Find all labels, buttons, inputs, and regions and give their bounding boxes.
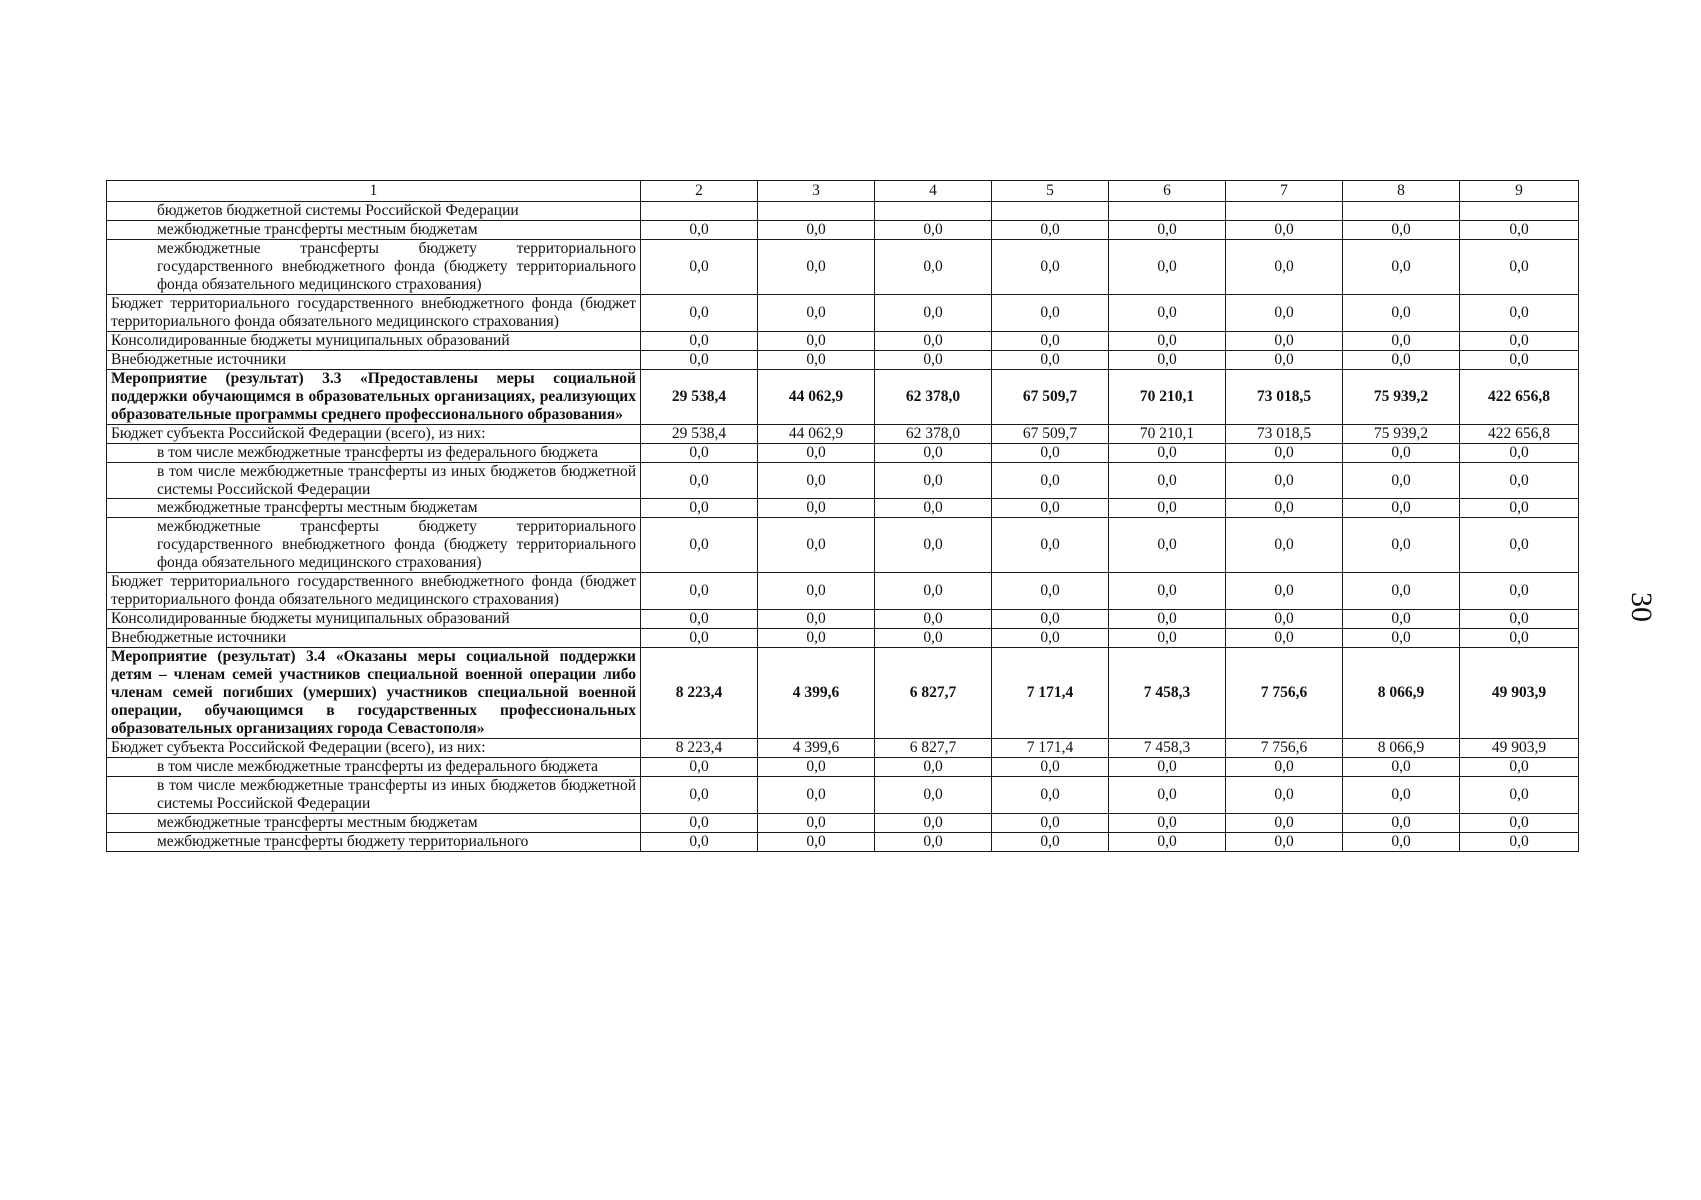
value-cell: 0,0 <box>1460 813 1579 832</box>
value-cell: 0,0 <box>758 239 875 294</box>
value-cell: 0,0 <box>758 331 875 350</box>
table-row <box>107 813 1579 832</box>
value-cell: 0,0 <box>992 629 1109 648</box>
value-cell: 0,0 <box>1343 443 1460 462</box>
value-cell: 0,0 <box>1460 331 1579 350</box>
value-cell: 0,0 <box>1460 518 1579 573</box>
value-cell: 0,0 <box>875 239 992 294</box>
value-cell: 0,0 <box>992 777 1109 814</box>
value-cell: 7 171,4 <box>992 739 1109 758</box>
table-row <box>107 201 1579 220</box>
value-cell: 67 509,7 <box>992 424 1109 443</box>
value-cell: 0,0 <box>758 629 875 648</box>
value-cell: 4 399,6 <box>758 739 875 758</box>
header-cell: 2 <box>641 181 758 202</box>
value-cell: 0,0 <box>758 777 875 814</box>
value-cell: 422 656,8 <box>1460 369 1579 424</box>
value-cell: 0,0 <box>992 239 1109 294</box>
value-cell: 7 756,6 <box>1226 648 1343 739</box>
table-row <box>107 610 1579 629</box>
header-cell: 6 <box>1109 181 1226 202</box>
value-cell: 0,0 <box>641 629 758 648</box>
value-cell: 0,0 <box>875 758 992 777</box>
value-cell: 7 756,6 <box>1226 739 1343 758</box>
value-cell: 0,0 <box>641 813 758 832</box>
value-cell: 0,0 <box>1226 462 1343 499</box>
value-cell: 0,0 <box>1460 350 1579 369</box>
row-label: Бюджет субъекта Российской Федерации (всего), из них: <box>107 739 641 758</box>
table-row <box>107 331 1579 350</box>
table-row <box>107 443 1579 462</box>
value-cell: 0,0 <box>641 758 758 777</box>
value-cell: 0,0 <box>1109 331 1226 350</box>
value-cell: 0,0 <box>641 239 758 294</box>
value-cell: 0,0 <box>992 832 1109 851</box>
row-label: Мероприятие (результат) 3.4 «Оказаны меры социальной поддержки детям – членам семей участников специальной военной операции либо членам семей погибших (умерших) участников специальной военной операции, обучающимся в государственных профессиональных образовательных организациях города Севастополя» <box>107 648 641 739</box>
value-cell: 0,0 <box>1460 610 1579 629</box>
value-cell: 0,0 <box>1460 573 1579 610</box>
value-cell: 0,0 <box>641 499 758 518</box>
row-label: межбюджетные трансферты местным бюджетам <box>107 499 641 518</box>
value-cell: 0,0 <box>1109 573 1226 610</box>
value-cell: 62 378,0 <box>875 369 992 424</box>
value-cell: 0,0 <box>1460 220 1579 239</box>
row-label: межбюджетные трансферты бюджету территориального <box>107 832 641 851</box>
value-cell: 0,0 <box>1226 758 1343 777</box>
value-cell: 0,0 <box>992 813 1109 832</box>
value-cell: 0,0 <box>1460 777 1579 814</box>
value-cell: 0,0 <box>1460 294 1579 331</box>
value-cell: 0,0 <box>875 813 992 832</box>
value-cell: 0,0 <box>1226 294 1343 331</box>
table-row <box>107 648 1579 739</box>
value-cell: 7 458,3 <box>1109 739 1226 758</box>
row-label: Мероприятие (результат) 3.3 «Предоставлены меры социальной поддержки обучающимся в образовательных организациях, реализующих образовательные программы среднего профессионального образования» <box>107 369 641 424</box>
value-cell: 0,0 <box>992 443 1109 462</box>
value-cell: 0,0 <box>1226 443 1343 462</box>
value-cell: 67 509,7 <box>992 369 1109 424</box>
value-cell: 0,0 <box>992 331 1109 350</box>
value-cell: 0,0 <box>758 518 875 573</box>
value-cell: 0,0 <box>1226 573 1343 610</box>
value-cell: 0,0 <box>1460 758 1579 777</box>
value-cell: 0,0 <box>641 220 758 239</box>
value-cell: 0,0 <box>758 832 875 851</box>
value-cell <box>875 201 992 220</box>
value-cell: 0,0 <box>758 758 875 777</box>
value-cell: 0,0 <box>1343 813 1460 832</box>
value-cell: 0,0 <box>1226 499 1343 518</box>
value-cell: 0,0 <box>1226 629 1343 648</box>
table-row <box>107 369 1579 424</box>
value-cell: 0,0 <box>992 610 1109 629</box>
value-cell: 0,0 <box>641 573 758 610</box>
value-cell: 0,0 <box>641 518 758 573</box>
value-cell: 44 062,9 <box>758 424 875 443</box>
value-cell: 4 399,6 <box>758 648 875 739</box>
value-cell: 0,0 <box>875 220 992 239</box>
value-cell: 49 903,9 <box>1460 648 1579 739</box>
table-row <box>107 832 1579 851</box>
table-row <box>107 424 1579 443</box>
header-row <box>107 181 1579 202</box>
value-cell: 0,0 <box>1343 350 1460 369</box>
row-label: Бюджет территориального государственного внебюджетного фонда (бюджет территориального фонда обязательного медицинского страхования) <box>107 573 641 610</box>
table-row <box>107 739 1579 758</box>
row-label: Консолидированные бюджеты муниципальных образований <box>107 331 641 350</box>
value-cell: 0,0 <box>1109 220 1226 239</box>
value-cell: 0,0 <box>1460 629 1579 648</box>
row-label: бюджетов бюджетной системы Российской Федерации <box>107 201 641 220</box>
row-label: в том числе межбюджетные трансферты из иных бюджетов бюджетной системы Российской Федерации <box>107 462 641 499</box>
value-cell: 44 062,9 <box>758 369 875 424</box>
value-cell: 0,0 <box>875 462 992 499</box>
value-cell: 0,0 <box>875 777 992 814</box>
value-cell: 0,0 <box>758 462 875 499</box>
value-cell: 6 827,7 <box>875 739 992 758</box>
value-cell: 0,0 <box>758 499 875 518</box>
header-cell: 3 <box>758 181 875 202</box>
value-cell: 0,0 <box>1343 573 1460 610</box>
value-cell: 0,0 <box>1343 832 1460 851</box>
row-label: Бюджет субъекта Российской Федерации (всего), из них: <box>107 424 641 443</box>
header-cell: 1 <box>107 181 641 202</box>
value-cell: 29 538,4 <box>641 424 758 443</box>
value-cell: 0,0 <box>1343 610 1460 629</box>
row-label: Внебюджетные источники <box>107 629 641 648</box>
value-cell: 0,0 <box>758 573 875 610</box>
value-cell: 422 656,8 <box>1460 424 1579 443</box>
value-cell: 7 458,3 <box>1109 648 1226 739</box>
value-cell: 0,0 <box>1109 629 1226 648</box>
table-body <box>107 201 1579 851</box>
row-label: в том числе межбюджетные трансферты из иных бюджетов бюджетной системы Российской Федерации <box>107 777 641 814</box>
table-row <box>107 629 1579 648</box>
value-cell: 0,0 <box>992 294 1109 331</box>
value-cell: 0,0 <box>1343 220 1460 239</box>
value-cell: 0,0 <box>1109 832 1226 851</box>
value-cell: 0,0 <box>1109 499 1226 518</box>
value-cell: 0,0 <box>641 294 758 331</box>
value-cell: 8 223,4 <box>641 648 758 739</box>
row-label: межбюджетные трансферты местным бюджетам <box>107 220 641 239</box>
value-cell: 0,0 <box>1109 294 1226 331</box>
value-cell: 0,0 <box>1226 610 1343 629</box>
value-cell: 29 538,4 <box>641 369 758 424</box>
value-cell: 0,0 <box>875 629 992 648</box>
row-label: Консолидированные бюджеты муниципальных образований <box>107 610 641 629</box>
row-label: Бюджет территориального государственного внебюджетного фонда (бюджет территориального фонда обязательного медицинского страхования) <box>107 294 641 331</box>
value-cell: 0,0 <box>992 518 1109 573</box>
value-cell: 0,0 <box>1226 239 1343 294</box>
value-cell: 0,0 <box>992 350 1109 369</box>
value-cell: 70 210,1 <box>1109 369 1226 424</box>
row-label: межбюджетные трансферты местным бюджетам <box>107 813 641 832</box>
table-row <box>107 462 1579 499</box>
row-label: межбюджетные трансферты бюджету территориального государственного внебюджетного фонда (бюджету территориального фонда обязательного медицинского страхования) <box>107 239 641 294</box>
value-cell: 0,0 <box>875 832 992 851</box>
table-row <box>107 518 1579 573</box>
row-label: Внебюджетные источники <box>107 350 641 369</box>
value-cell: 8 223,4 <box>641 739 758 758</box>
value-cell: 0,0 <box>992 499 1109 518</box>
value-cell: 0,0 <box>1109 777 1226 814</box>
table-row <box>107 220 1579 239</box>
value-cell: 0,0 <box>1343 777 1460 814</box>
value-cell: 0,0 <box>1343 499 1460 518</box>
value-cell: 0,0 <box>641 350 758 369</box>
value-cell: 0,0 <box>875 610 992 629</box>
value-cell: 0,0 <box>1109 758 1226 777</box>
value-cell: 8 066,9 <box>1343 648 1460 739</box>
value-cell: 0,0 <box>641 832 758 851</box>
budget-table <box>106 180 1579 852</box>
header-cell: 5 <box>992 181 1109 202</box>
value-cell <box>1109 201 1226 220</box>
value-cell: 0,0 <box>1109 813 1226 832</box>
table-row <box>107 573 1579 610</box>
value-cell: 0,0 <box>1226 350 1343 369</box>
value-cell: 73 018,5 <box>1226 369 1343 424</box>
value-cell: 0,0 <box>992 220 1109 239</box>
value-cell: 0,0 <box>758 220 875 239</box>
row-label: в том числе межбюджетные трансферты из федерального бюджета <box>107 443 641 462</box>
value-cell: 0,0 <box>1109 350 1226 369</box>
value-cell: 0,0 <box>875 518 992 573</box>
value-cell: 70 210,1 <box>1109 424 1226 443</box>
value-cell: 0,0 <box>1343 518 1460 573</box>
table-row <box>107 294 1579 331</box>
page-number: 30 <box>1625 592 1658 622</box>
value-cell: 0,0 <box>1109 610 1226 629</box>
value-cell: 73 018,5 <box>1226 424 1343 443</box>
header-cell: 9 <box>1460 181 1579 202</box>
value-cell: 0,0 <box>641 462 758 499</box>
value-cell: 0,0 <box>875 443 992 462</box>
value-cell: 0,0 <box>875 350 992 369</box>
table-row <box>107 350 1579 369</box>
value-cell: 7 171,4 <box>992 648 1109 739</box>
value-cell: 0,0 <box>1460 239 1579 294</box>
value-cell: 0,0 <box>1109 239 1226 294</box>
value-cell: 0,0 <box>1460 832 1579 851</box>
value-cell: 0,0 <box>1460 499 1579 518</box>
table-row <box>107 239 1579 294</box>
value-cell: 0,0 <box>1343 294 1460 331</box>
header-cell: 7 <box>1226 181 1343 202</box>
value-cell: 0,0 <box>992 573 1109 610</box>
value-cell <box>992 201 1109 220</box>
value-cell: 8 066,9 <box>1343 739 1460 758</box>
value-cell: 75 939,2 <box>1343 424 1460 443</box>
value-cell <box>1343 201 1460 220</box>
value-cell: 0,0 <box>875 573 992 610</box>
value-cell: 0,0 <box>1226 518 1343 573</box>
row-label: в том числе межбюджетные трансферты из федерального бюджета <box>107 758 641 777</box>
value-cell: 49 903,9 <box>1460 739 1579 758</box>
value-cell: 0,0 <box>1226 777 1343 814</box>
value-cell <box>758 201 875 220</box>
value-cell: 0,0 <box>1460 462 1579 499</box>
value-cell: 62 378,0 <box>875 424 992 443</box>
header-cell: 8 <box>1343 181 1460 202</box>
table-row <box>107 777 1579 814</box>
value-cell: 75 939,2 <box>1343 369 1460 424</box>
value-cell: 0,0 <box>1109 462 1226 499</box>
value-cell: 0,0 <box>1343 758 1460 777</box>
value-cell: 6 827,7 <box>875 648 992 739</box>
value-cell: 0,0 <box>875 499 992 518</box>
value-cell: 0,0 <box>1343 629 1460 648</box>
value-cell <box>1460 201 1579 220</box>
value-cell: 0,0 <box>758 443 875 462</box>
value-cell: 0,0 <box>641 777 758 814</box>
value-cell: 0,0 <box>992 758 1109 777</box>
table-row <box>107 758 1579 777</box>
value-cell: 0,0 <box>1343 331 1460 350</box>
table-row <box>107 499 1579 518</box>
value-cell <box>1226 201 1343 220</box>
row-label: межбюджетные трансферты бюджету территориального государственного внебюджетного фонда (бюджету территориального фонда обязательного медицинского страхования) <box>107 518 641 573</box>
value-cell: 0,0 <box>1226 220 1343 239</box>
value-cell: 0,0 <box>758 350 875 369</box>
value-cell <box>641 201 758 220</box>
value-cell: 0,0 <box>992 462 1109 499</box>
value-cell: 0,0 <box>1343 239 1460 294</box>
value-cell: 0,0 <box>641 331 758 350</box>
value-cell: 0,0 <box>875 294 992 331</box>
value-cell: 0,0 <box>758 294 875 331</box>
value-cell: 0,0 <box>1343 462 1460 499</box>
value-cell: 0,0 <box>758 813 875 832</box>
value-cell: 0,0 <box>758 610 875 629</box>
value-cell: 0,0 <box>641 443 758 462</box>
value-cell: 0,0 <box>1226 813 1343 832</box>
value-cell: 0,0 <box>1226 832 1343 851</box>
value-cell: 0,0 <box>1109 443 1226 462</box>
value-cell: 0,0 <box>875 331 992 350</box>
value-cell: 0,0 <box>1109 518 1226 573</box>
value-cell: 0,0 <box>641 610 758 629</box>
value-cell: 0,0 <box>1226 331 1343 350</box>
value-cell: 0,0 <box>1460 443 1579 462</box>
header-cell: 4 <box>875 181 992 202</box>
